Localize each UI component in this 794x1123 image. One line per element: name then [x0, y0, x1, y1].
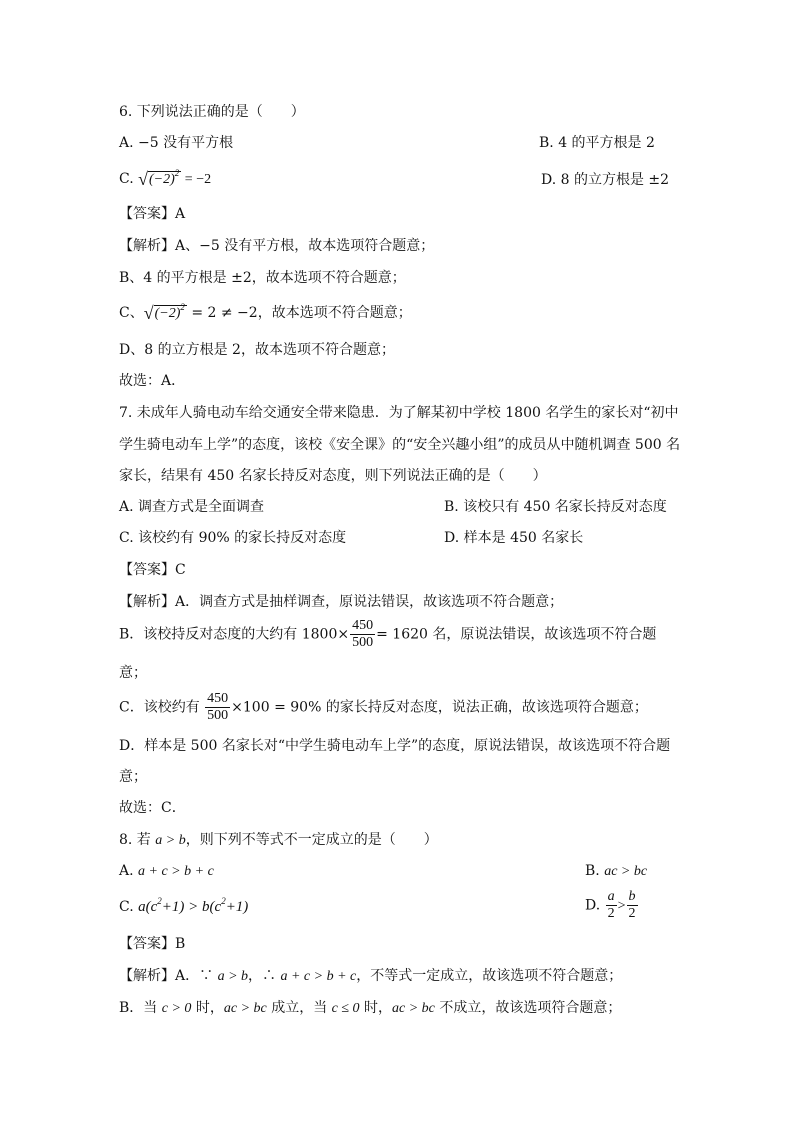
q6-explanation-1: 【解析】A、−5 没有平方根，故本选项符合题意； [119, 238, 435, 254]
q6-choose: 故选：A． [119, 373, 186, 389]
q8-explanation-1 [119, 966, 622, 987]
q8-option-c [119, 897, 248, 917]
q7-exp2-numerator: 450 [352, 618, 374, 633]
q8-option-d-label: D. [585, 897, 605, 914]
q6-option-c [119, 169, 211, 190]
q6-exp3-exp: 2 [180, 302, 185, 312]
q8-exp1-prefix: 【解析】A．∵ [119, 968, 218, 984]
q6-option-d: D. 8 的立方根是 ±2 [541, 172, 670, 188]
q6-explanation-3 [119, 303, 412, 324]
q8-exp2-prefix: B．当 [119, 1000, 162, 1016]
q6-option-c-tail: = −2 [181, 172, 212, 187]
q8-stem-math: a > b [155, 833, 186, 848]
q7-exp3-tail: ×100 = 90% 的家长持反对态度，说法正确，故该选项符合题意； [231, 699, 648, 716]
q8-stem-prefix: 8. 若 [119, 832, 156, 848]
q7-option-a: A. 调查方式是全面调查 [119, 499, 265, 515]
q7-option-b: B. 该校只有 450 名家长持反对态度 [444, 499, 667, 515]
q6-option-c-exp: 2 [174, 168, 180, 178]
q8-exp2-text-2: 成立，当 [266, 1000, 332, 1016]
q7-exp2-fraction [350, 618, 375, 651]
q6-exp3-sqrt: $√(-2)^2$ [143, 302, 185, 323]
q8-answer: 【答案】B [119, 936, 186, 952]
q6-exp3-tail: = 2 ≠ −2，故本选项不符合题意； [186, 305, 412, 321]
q7-exp2-denominator: 500 [352, 635, 374, 650]
q8-option-d-fraction-1 [606, 889, 617, 922]
q8-option-b [585, 861, 647, 882]
q6-option-b: B. 4 的平方根是 2 [539, 135, 655, 151]
q7-stem-line-2: 学生骑电动车上学”的态度，该校《安全课》的“安全兴趣小组”的成员从中随机调查 500 名 [119, 437, 681, 453]
q7-explanation-4: D．样本是 500 名家长对“中学生骑电动车上学”的态度，原说法错误，故该选项不符合题 [119, 738, 671, 754]
q8-option-c-label: C. [119, 899, 139, 915]
q7-stem-line-3: 家长，结果有 450 名家长持反对态度，则下列说法正确的是（ ） [119, 468, 547, 484]
q8-option-c-math [138, 896, 249, 915]
q7-option-d: D. 样本是 450 名家长 [444, 530, 584, 546]
q7-exp2-prefix: B．该校持反对态度的大约有 1800× [119, 626, 350, 643]
q6-explanation-4: D、8 的立方根是 2，故本选项不符合题意； [119, 342, 395, 358]
q7-explanation-4-cont: 意； [119, 769, 147, 785]
q8-exp2-math-1: c > 0 [161, 1001, 192, 1016]
q8-option-c-part-1: a(c [138, 899, 158, 915]
q8-exp2-math-2: ac > bc [223, 1001, 267, 1016]
q7-explanation-2 [119, 618, 656, 651]
q6-stem: 6. 下列说法正确的是（ ） [119, 104, 305, 120]
q6-exp3-radicand: (−2) [154, 306, 181, 321]
q6-option-a: A. −5 没有平方根 [119, 135, 234, 151]
q6-option-c-radicand: (−2) [149, 172, 175, 187]
q8-option-c-part-2: +1) > b(c [161, 899, 222, 915]
q7-stem-line-1: 7. 未成年人骑电动车给交通安全带来隐患．为了解某初中学校 1800 名学生的家长对“初中 [119, 405, 679, 421]
q7-exp2-tail: = 1620 名，原说法错误，故该选项不符合题 [376, 626, 657, 643]
q8-option-d-den-1: 2 [607, 906, 615, 921]
q7-choose: 故选：C． [119, 800, 186, 816]
q7-exp3-denominator: 500 [207, 708, 229, 723]
q6-answer: 【答案】A [119, 206, 186, 222]
q6-exp3-prefix: C、 [119, 305, 144, 321]
q7-option-c: C. 该校约有 90% 的家长持反对态度 [119, 530, 347, 546]
q7-exp3-prefix: C．该校约有 [119, 699, 205, 716]
q7-explanation-1: 【解析】A．调查方式是抽样调查，原说法错误，故该选项不符合题意； [119, 594, 564, 610]
q8-option-d-den-2: 2 [628, 906, 636, 921]
q6-option-c-sqrt: $√(-2)^2$ [138, 168, 180, 189]
q8-option-d-gt: > [617, 898, 626, 914]
q8-option-d-num-1: a [607, 889, 615, 904]
q8-option-c-exp-2: 2 [221, 896, 226, 906]
q8-option-d [585, 889, 639, 922]
q8-stem-tail: ，则下列不等式不一定成立的是（ ） [185, 832, 438, 848]
q7-exp3-numerator: 450 [207, 691, 229, 706]
q8-option-a [119, 861, 214, 882]
q6-explanation-2: B、4 的平方根是 ±2，故本选项不符合题意； [119, 270, 406, 286]
q8-exp1-math-2: a + c > b + c [280, 969, 357, 984]
q8-explanation-2 [119, 998, 621, 1019]
q8-exp2-text-1: 时， [191, 1000, 224, 1016]
q8-exp2-text-4: 不成立，故该选项符合题意； [434, 1000, 622, 1016]
q7-explanation-3 [119, 691, 648, 724]
q8-option-d-fraction-2 [627, 889, 638, 922]
q8-option-a-math: a + c > b + c [138, 864, 214, 879]
q8-exp2-math-3: c ≤ 0 [331, 1001, 360, 1016]
q8-exp2-math-4: ac > bc [392, 1001, 435, 1016]
q7-explanation-2-cont: 意； [119, 665, 147, 681]
q8-option-a-label: A. [119, 863, 139, 879]
q7-answer: 【答案】C [119, 562, 186, 578]
q8-option-d-num-2: b [628, 889, 636, 904]
q8-exp1-math-1: a > b [217, 969, 249, 984]
q7-exp3-fraction [205, 691, 230, 724]
q8-option-c-part-3: +1) [225, 899, 249, 915]
q8-option-c-exp-1: 2 [157, 896, 162, 906]
q8-stem [119, 830, 438, 851]
q8-exp1-mid: ，∴ [248, 968, 281, 984]
q6-option-c-label: C. [119, 171, 134, 187]
q8-option-b-math: ac > bc [604, 864, 648, 879]
q8-exp2-text-3: 时， [359, 1000, 393, 1016]
q8-option-b-label: B. [585, 863, 605, 879]
q8-exp1-tail: ，不等式一定成立，故该选项不符合题意； [356, 968, 623, 984]
